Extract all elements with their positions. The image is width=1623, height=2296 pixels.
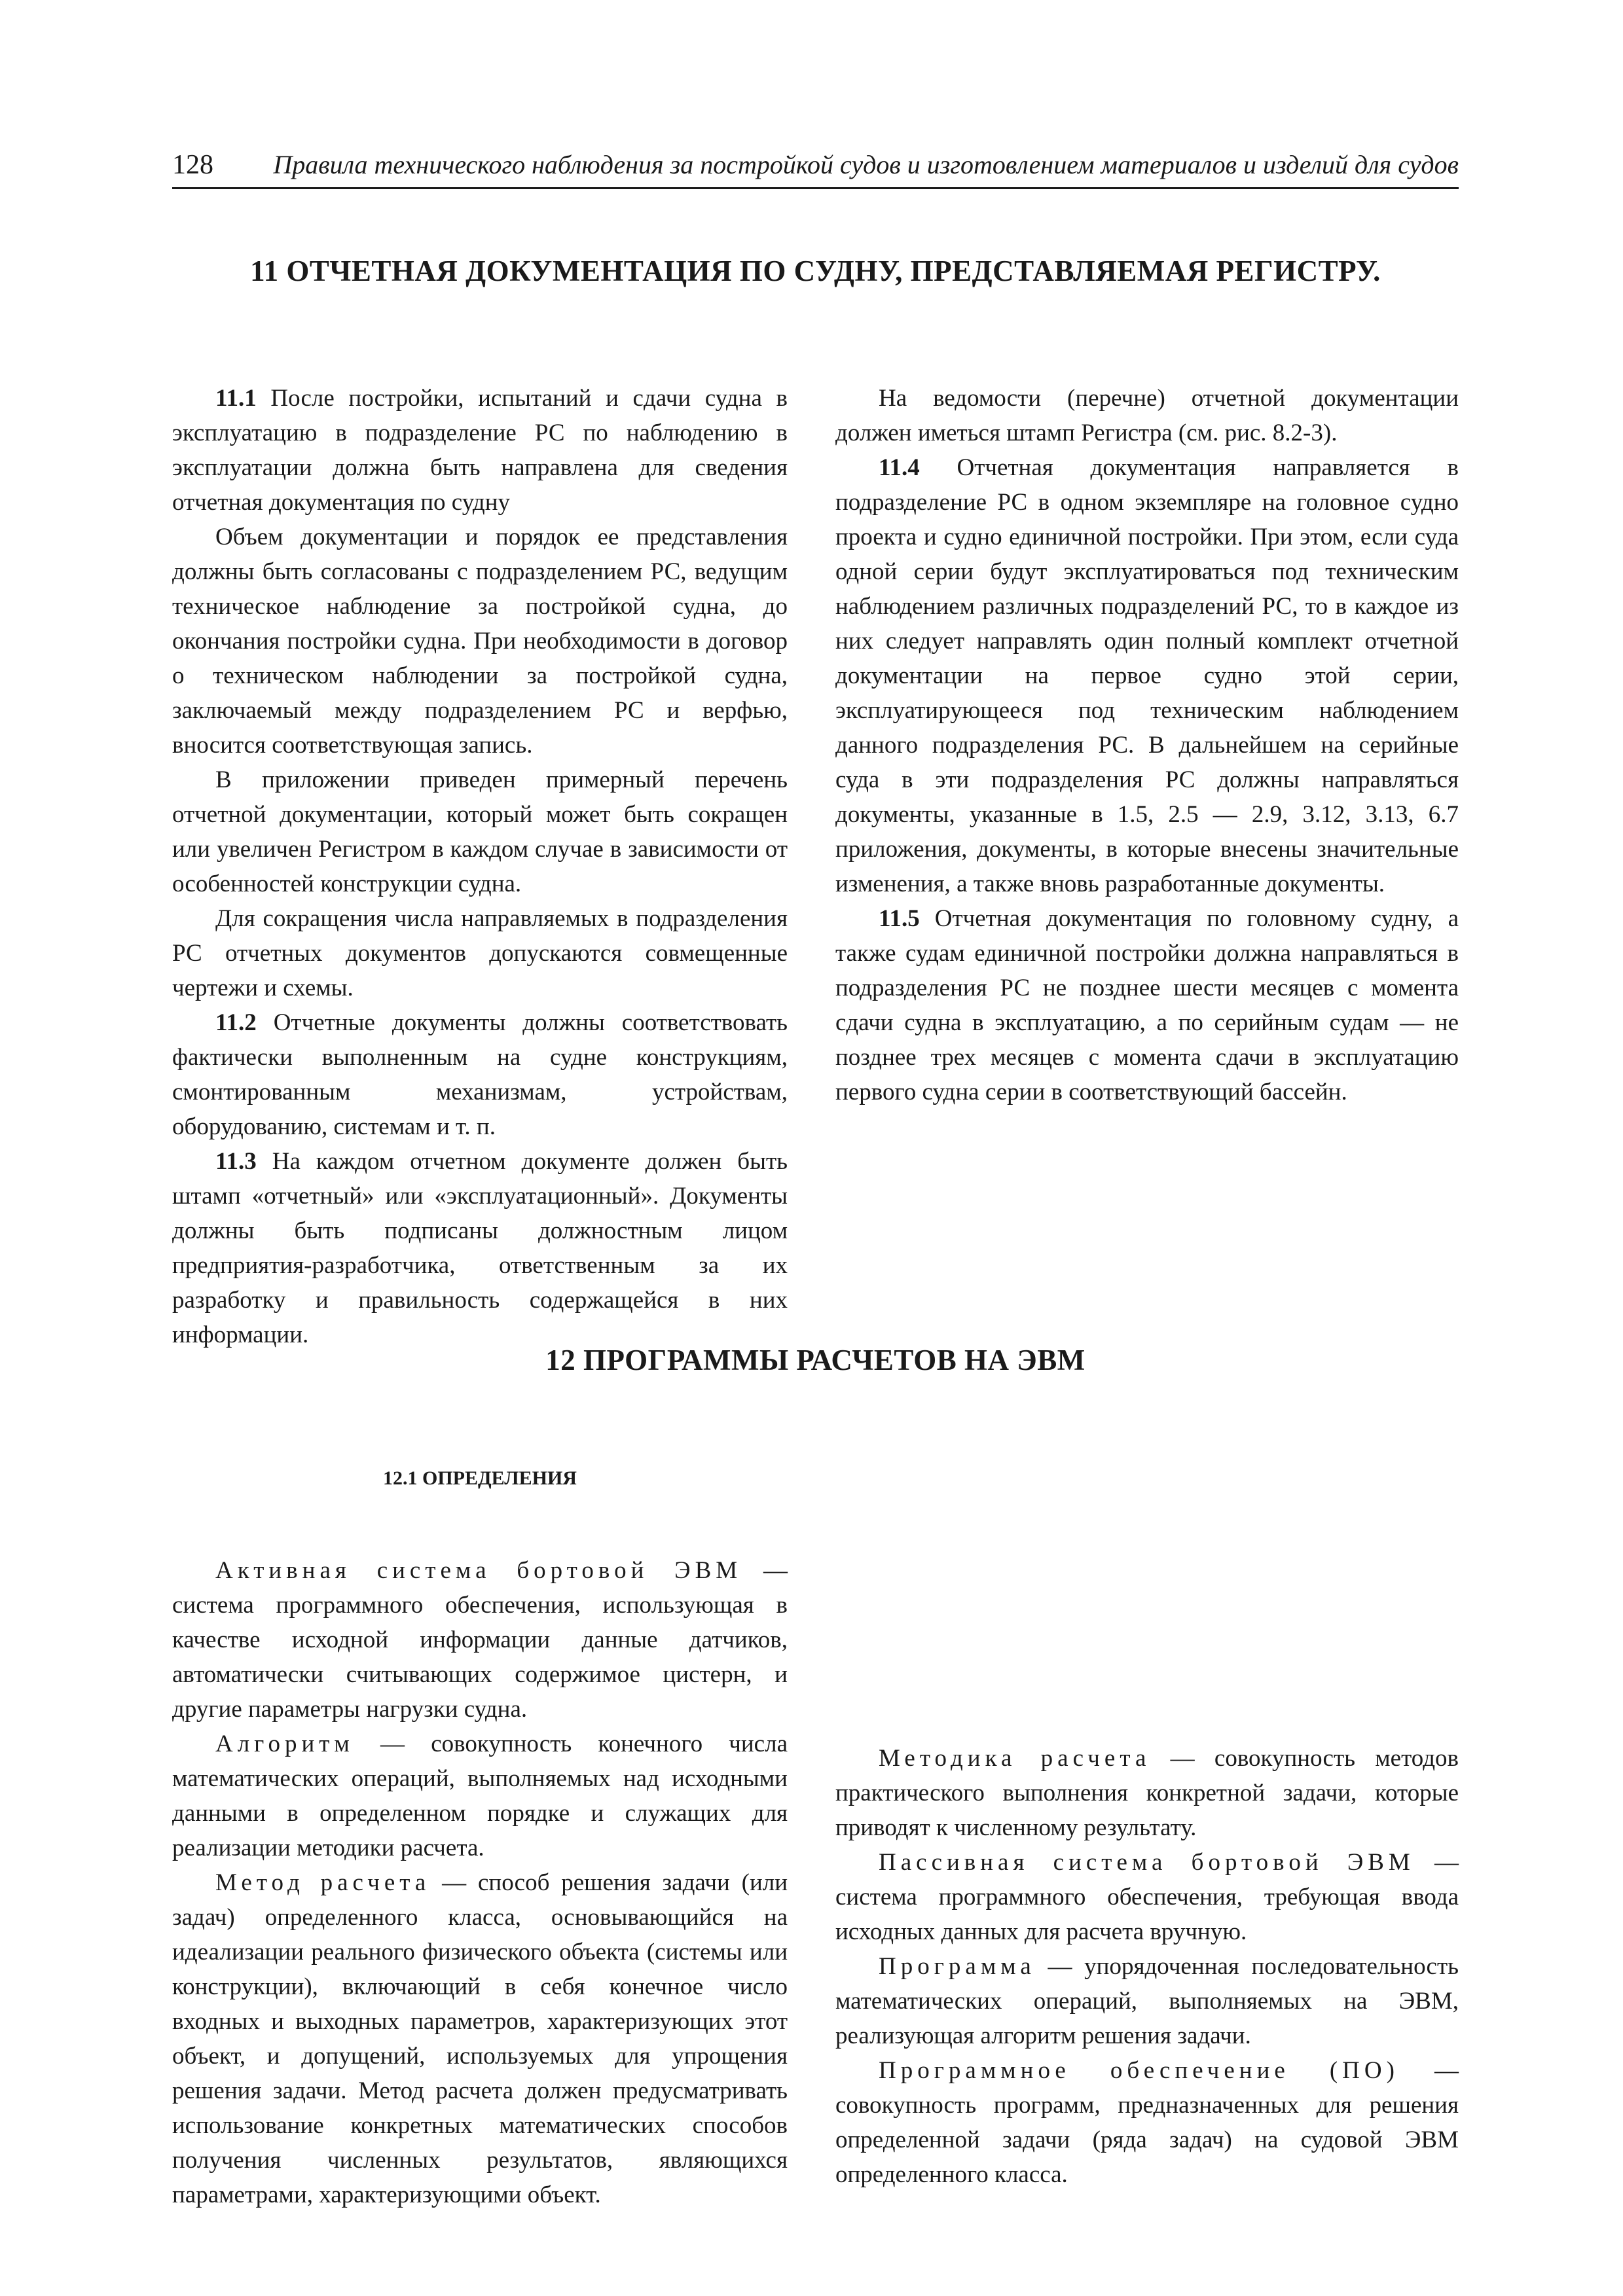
- paragraph: В приложении приведен примерный перечень отчетной документации, который может быть сокращен или увеличен Регистром в каждом случае в зависимости от особенностей конструкции судна.: [172, 766, 788, 897]
- definition-term: Программа: [879, 1953, 1036, 1980]
- page-number: 128: [172, 150, 213, 180]
- paragraph: Для сокращения числа направляемых в подразделения РС отчетных документов допускаются совмещенные чертежи и схемы.: [172, 905, 788, 1001]
- definition-term: Методика расчета: [879, 1745, 1151, 1772]
- definition-term: Активная система бортовой ЭВМ: [215, 1557, 742, 1584]
- paragraph-11-3: 11.3 На каждом отчетном документе должен быть штамп «отчетный» или «эксплуатационный». Документы должны быть подписаны должностным лицом предприятия-разработчика, ответственным за их разработку и правильность содержащейся в них информации.: [172, 1148, 788, 1348]
- clause-number: 11.3: [215, 1148, 257, 1175]
- definition: Метод расчета — способ решения задачи (или задач) определенного класса, основывающийся на идеализации реального физического объекта (системы или конструкции), включающий в себя конечное число входных и выходных параметров, характеризующих этот объект, и допущений, используемых для упрощения решения задачи. Метод расчета должен предусматривать использование конкретных математических способов получения численных результатов, являющихся параметрами, характеризующими объект.: [172, 1869, 788, 2208]
- section-11-left-column: [172, 381, 788, 1352]
- section-11-right-column: [835, 381, 1459, 1109]
- section-12-title: 12 ПРОГРАММЫ РАСЧЕТОВ НА ЭВМ: [545, 1344, 1085, 1376]
- clause-number: 11.4: [879, 454, 920, 481]
- paragraph-11-4: 11.4 Отчетная документация направляется в подразделение РС в одном экземпляре на головное судно проекта и судно единичной постройки. При этом, если суда одной серии будут эксплуатироваться под техническим наблюдением различных подразделений РС, то в каждое из них следует направлять один полный комплект отчетной документации на первое судно этой серии, эксплуатирующееся под техническим наблюдением данного подразделения РС. В дальнейшем на серийные суда в эти подразделения РС должны направляться документы, указанные в 1.5, 2.5 — 2.9, 3.12, 3.13, 6.7 приложения, документы, в которые внесены значительные изменения, а также вновь разработанные документы.: [835, 454, 1459, 897]
- page-header: [172, 144, 1459, 189]
- clause-number: 11.5: [879, 905, 920, 932]
- definition: Программа — упорядоченная последовательность математических операций, выполняемых на ЭВМ, реализующая алгоритм решения задачи.: [835, 1953, 1459, 2049]
- definition-term: Программное обеспечение (ПО): [879, 2057, 1399, 2084]
- paragraph-11-5: 11.5 Отчетная документация по головному судну, а также судам единичной постройки должна направляться в подразделения РС не позднее шести месяцев с момента сдачи судна в эксплуатацию, а по серийным судам — не позднее трех месяцев с момента сдачи в эксплуатацию первого судна серии в соответствующий бассейн.: [835, 905, 1459, 1105]
- paragraph: Объем документации и порядок ее представления должны быть согласованы с подразделением РС, ведущим техническое наблюдение за постройкой судна, до окончания постройки судна. При необходимости в договор о техническом наблюдении за постройкой судна, заключаемый между подразделением РС и верфью, вносится соответствующая запись.: [172, 524, 788, 759]
- definition: Активная система бортовой ЭВМ — система программного обеспечения, использующая в качестве исходной информации данные датчиков, автоматически считывающих содержимое цистерн, и другие параметры нагрузки судна.: [172, 1557, 788, 1723]
- running-title: Правила технического наблюдения за постройкой судов и изготовлением материалов и изделий для судов: [273, 150, 1459, 179]
- section-12-left-column: [172, 1461, 788, 2212]
- paragraph-11-2: 11.2 Отчетные документы должны соответствовать фактически выполненным на судне конструкциям, смонтированным механизмам, устройствам, оборудованию, системам и т. п.: [172, 1009, 788, 1140]
- clause-number: 11.1: [215, 385, 257, 412]
- definition: Методика расчета — совокупность методов практического выполнения конкретной задачи, которые приводят к численному результату.: [835, 1745, 1459, 1841]
- section-12-right-column: [835, 1741, 1459, 2192]
- definition-term: Пассивная система бортовой ЭВМ: [879, 1849, 1415, 1876]
- definition: Программное обеспечение (ПО) — совокупность программ, предназначенных для решения определенной задачи (ряда задач) на судовой ЭВМ определенного класса.: [835, 2057, 1459, 2188]
- definition: Алгоритм — совокупность конечного числа математических операций, выполняемых над исходными данными в определенном порядке и служащих для реализации методики расчета.: [172, 1731, 788, 1861]
- definition-term: Метод расчета: [215, 1869, 431, 1896]
- subsection-heading: 12.1 ОПРЕДЕЛЕНИЯ: [383, 1467, 577, 1489]
- definition: Пассивная система бортовой ЭВМ — система программного обеспечения, требующая ввода исходных данных для расчета вручную.: [835, 1849, 1459, 1945]
- clause-number: 11.2: [215, 1009, 257, 1036]
- section-11-title: 11 ОТЧЕТНАЯ ДОКУМЕНТАЦИЯ ПО СУДНУ, ПРЕДСТАВЛЯЕМАЯ РЕГИСТРУ.: [250, 255, 1381, 287]
- definition-term: Алгоритм: [215, 1731, 354, 1757]
- paragraph: На ведомости (перечне) отчетной документации должен иметься штамп Регистра (см. рис. 8.2-3).: [835, 385, 1459, 446]
- paragraph-11-1: 11.1 После постройки, испытаний и сдачи судна в эксплуатацию в подразделение РС по наблюдению в эксплуатации должна быть направлена для сведения отчетная документация по судну: [172, 385, 788, 516]
